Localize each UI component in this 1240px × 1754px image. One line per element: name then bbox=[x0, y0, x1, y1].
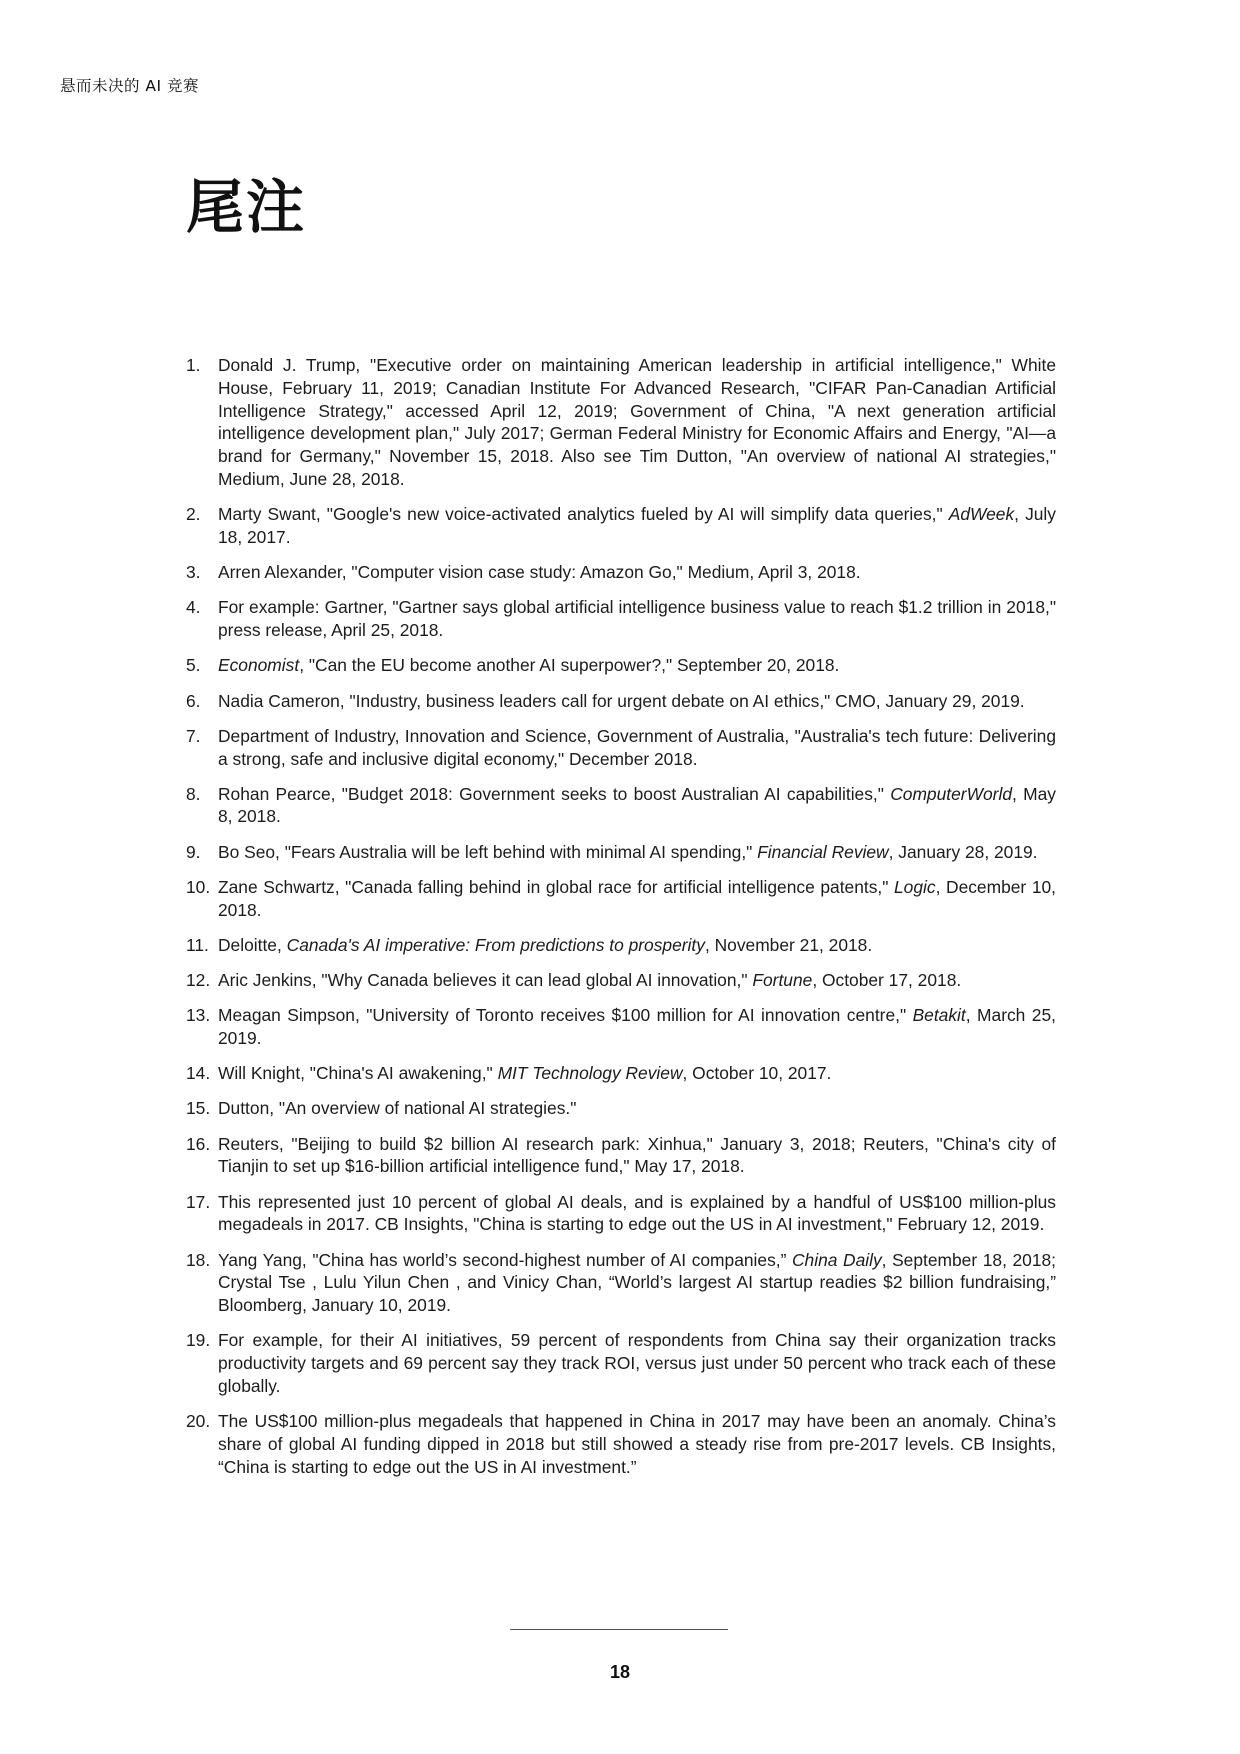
endnote-number: 9. bbox=[186, 841, 201, 862]
endnote-text: Department of Industry, Innovation and Science, Government of Australia, "Australia's tech future: Delivering a strong, safe and inclusive digital economy," December 2018. bbox=[218, 725, 1056, 769]
endnote-number: 10. bbox=[186, 876, 211, 897]
endnote-text: , December 10, 2018. bbox=[218, 876, 1056, 920]
endnote-text: For example, for their AI initiatives, 59 percent of respondents from China say their organization tracks productivity targets and 69 percent say they track ROI, versus just under 50 percent who track each of these globally. bbox=[218, 1330, 1056, 1396]
endnote-number: 18. bbox=[186, 1249, 211, 1270]
endnote-source-title: AdWeek bbox=[948, 504, 1015, 525]
endnote-item bbox=[186, 1191, 1056, 1237]
endnote-number: 3. bbox=[186, 562, 201, 583]
endnote-item bbox=[186, 1062, 1056, 1085]
endnote-source-title: China Daily bbox=[792, 1249, 882, 1270]
endnote-item bbox=[186, 1004, 1056, 1050]
endnote-text: , October 10, 2017. bbox=[682, 1063, 832, 1084]
page-number: 18 bbox=[609, 1662, 631, 1682]
endnote-source-title: Canada's AI imperative: From predictions to prosperity bbox=[286, 934, 705, 955]
endnote-text: This represented just 10 percent of global AI deals, and is explained by a handful of US$100 million-plus megadeals in 2017. CB Insights, "China is starting to edge out the US in AI investment," February 12, 2019. bbox=[218, 1191, 1056, 1235]
endnote-number: 8. bbox=[186, 783, 201, 804]
endnote-item bbox=[186, 841, 1056, 864]
endnote-text: , January 28, 2019. bbox=[888, 841, 1038, 862]
endnote-text: , "Can the EU become another AI superpower?," September 20, 2018. bbox=[299, 655, 840, 676]
endnote-text: Deloitte, bbox=[218, 934, 287, 955]
endnote-text: Rohan Pearce, "Budget 2018: Government seeks to boost Australian AI capabilities," bbox=[218, 783, 891, 804]
endnote-text: Dutton, "An overview of national AI strategies." bbox=[218, 1098, 577, 1119]
endnotes-list bbox=[186, 354, 1056, 1491]
endnote-item bbox=[186, 354, 1056, 491]
endnote-number: 7. bbox=[186, 725, 201, 746]
endnote-text: Donald J. Trump, "Executive order on maintaining American leadership in artificial intelligence," White House, February 11, 2019; Canadian Institute For Advanced Research, "CIFAR Pan-Canadian Artificial Intelligence Strategy," accessed April 12, 2019; Government of China, "A next generation artificial intelligence development plan," July 2017; German Federal Ministry for Economic Affairs and Energy, "AI—a brand for Germany," November 15, 2018. Also see Tim Dutton, "An overview of national AI strategies," Medium, June 28, 2018. bbox=[218, 355, 1056, 489]
endnote-number: 17. bbox=[186, 1191, 211, 1212]
endnote-text: , July 18, 2017. bbox=[218, 504, 1056, 547]
endnote-number: 19. bbox=[186, 1330, 211, 1351]
endnote-source-title: Fortune bbox=[752, 970, 813, 991]
endnote-item bbox=[186, 969, 1056, 992]
endnote-item bbox=[186, 876, 1056, 922]
endnote-text: Arren Alexander, "Computer vision case study: Amazon Go," Medium, April 3, 2018. bbox=[218, 562, 861, 583]
endnote-item bbox=[186, 654, 1056, 677]
endnote-text: Meagan Simpson, "University of Toronto receives $100 million for AI innovation centre," bbox=[218, 1005, 913, 1026]
endnote-source-title: MIT Technology Review bbox=[497, 1063, 683, 1084]
endnote-number: 4. bbox=[186, 597, 201, 618]
endnote-text: Marty Swant, "Google's new voice-activated analytics fueled by AI will simplify data queries," bbox=[218, 504, 949, 525]
endnote-source-title: Logic bbox=[894, 876, 936, 897]
endnote-number: 20. bbox=[186, 1411, 211, 1432]
footer-divider bbox=[510, 1629, 728, 1630]
endnote-number: 13. bbox=[186, 1005, 211, 1026]
endnote-number: 6. bbox=[186, 690, 201, 711]
endnote-text: Reuters, "Beijing to build $2 billion AI research park: Xinhua," January 3, 2018; Reuters, "China's city of Tianjin to set up $16-billion artificial intelligence fund," May 17, 2018. bbox=[218, 1133, 1056, 1177]
endnote-number: 2. bbox=[186, 504, 201, 525]
endnote-number: 12. bbox=[186, 970, 211, 991]
endnote-item bbox=[186, 1329, 1056, 1397]
endnote-text: Bo Seo, "Fears Australia will be left behind with minimal AI spending," bbox=[218, 841, 758, 862]
endnote-text: , May 8, 2018. bbox=[218, 783, 1056, 827]
endnote-item bbox=[186, 503, 1056, 549]
endnote-text: , November 21, 2018. bbox=[704, 934, 873, 955]
endnote-text: The US$100 million-plus megadeals that happened in China in 2017 may have been an anomaly. China’s share of global AI funding dipped in 2018 but still showed a steady rise from pre-2017 levels. CB Insights, “China is starting to edge out the US in AI investment.” bbox=[218, 1411, 1056, 1477]
endnote-item bbox=[186, 934, 1056, 957]
endnote-text: , October 17, 2018. bbox=[812, 970, 962, 991]
endnote-item bbox=[186, 690, 1056, 713]
endnote-item bbox=[186, 1249, 1056, 1317]
endnote-number: 1. bbox=[186, 355, 201, 375]
endnote-text: Yang Yang, "China has world’s second-highest number of AI companies,” bbox=[218, 1249, 792, 1270]
endnote-source-title: ComputerWorld bbox=[890, 783, 1012, 804]
endnote-item bbox=[186, 783, 1056, 829]
endnote-text: Zane Schwartz, "Canada falling behind in global race for artificial intelligence patents," bbox=[218, 876, 894, 897]
endnote-item bbox=[186, 1410, 1056, 1478]
endnote-text: Will Knight, "China's AI awakening," bbox=[218, 1063, 498, 1084]
endnote-text: For example: Gartner, "Gartner says global artificial intelligence business value to reach $1.2 trillion in 2018," press release, April 25, 2018. bbox=[218, 597, 1056, 641]
endnote-item bbox=[186, 1097, 1056, 1120]
endnote-number: 15. bbox=[186, 1098, 211, 1119]
endnote-item bbox=[186, 561, 1056, 584]
endnote-text: Aric Jenkins, "Why Canada believes it can lead global AI innovation," bbox=[218, 970, 753, 991]
endnote-number: 14. bbox=[186, 1063, 211, 1084]
endnote-source-title: Financial Review bbox=[757, 841, 889, 862]
endnote-number: 16. bbox=[186, 1133, 211, 1154]
endnote-text: , March 25, 2019. bbox=[218, 1005, 1056, 1049]
endnote-item bbox=[186, 725, 1056, 771]
endnote-text: , September 18, 2018; Crystal Tse , Lulu Yilun Chen , and Vinicy Chan, “World’s largest AI startup readies $2 billion fundraising,” Bloomberg, January 10, 2019. bbox=[218, 1249, 1056, 1316]
endnote-item bbox=[186, 596, 1056, 642]
endnote-text: Nadia Cameron, "Industry, business leaders call for urgent debate on AI ethics," CMO, January 29, 2019. bbox=[218, 690, 1025, 711]
endnote-number: 11. bbox=[186, 934, 209, 955]
endnote-number: 5. bbox=[186, 655, 201, 676]
endnote-source-title: Economist bbox=[218, 655, 300, 676]
running-header: 悬而未决的 AI 竞赛 bbox=[60, 77, 200, 95]
endnote-source-title: Betakit bbox=[912, 1005, 966, 1026]
page-title: 尾注 bbox=[186, 173, 307, 241]
endnote-item bbox=[186, 1133, 1056, 1179]
